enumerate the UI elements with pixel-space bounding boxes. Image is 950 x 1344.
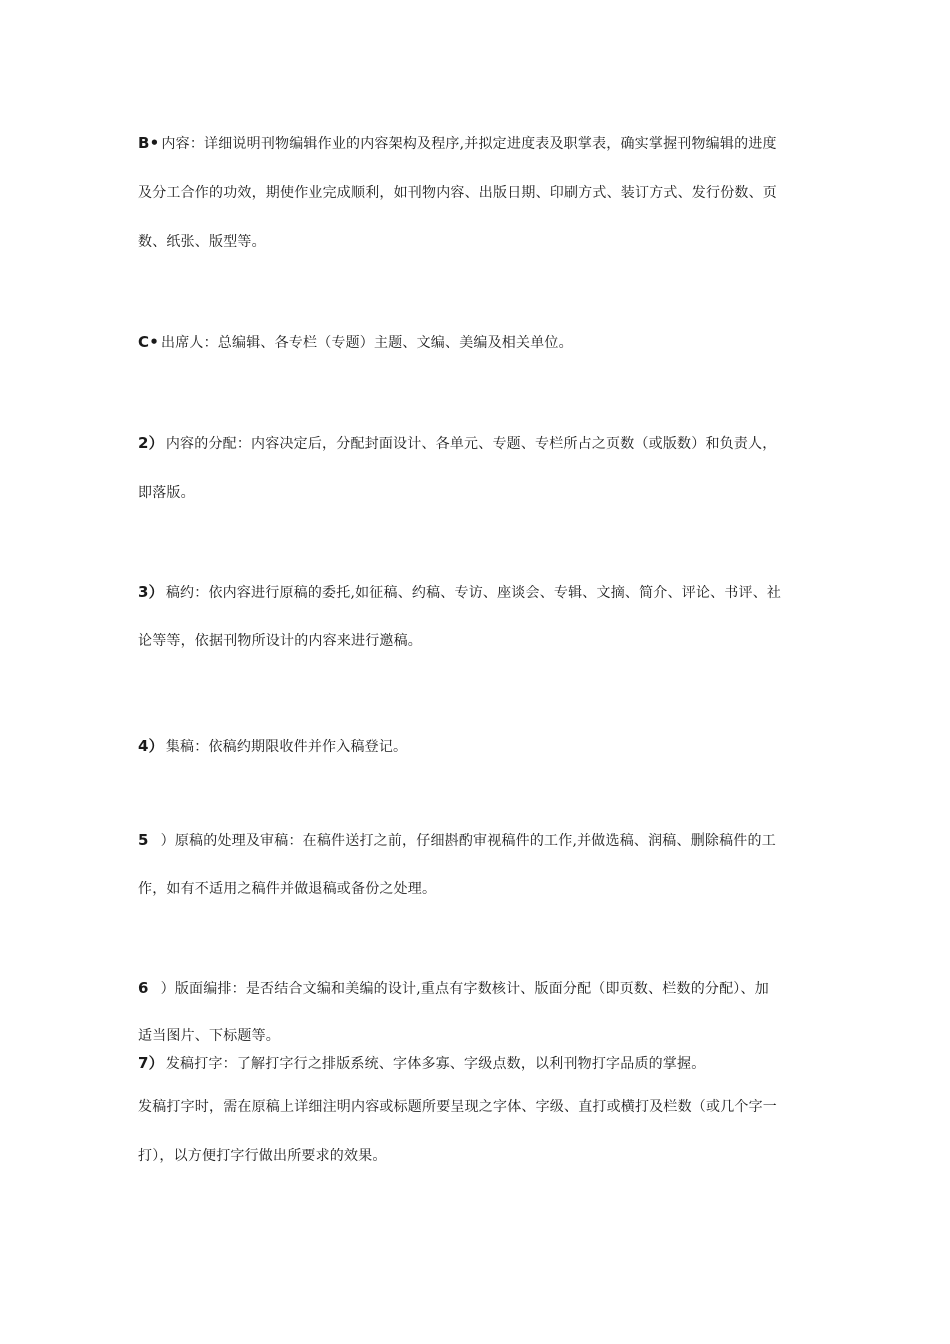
item-6-text-1: ）版面编排：是否结合文编和美编的设计,重点有字数核计、版面分配（即页数、栏数的分配）、加 (160, 981, 769, 997)
item-7-line-1 (138, 1054, 818, 1073)
item-6-line-2: 适当图片、下标题等。 (138, 1028, 280, 1044)
item-6-marker: 6 (138, 979, 149, 997)
item-2-text-1: 内容的分配：内容决定后，分配封面设计、各单元、专题、专栏所占之页数（或版数）和负责人， (165, 436, 777, 452)
item-c-line-1 (138, 333, 818, 352)
item-7-line-2: 发稿打字时，需在原稿上详细注明内容或标题所要呈现之字体、字级、直打或横打及栏数（或几个字一 (138, 1099, 777, 1115)
item-2-line-2: 即落版。 (138, 485, 195, 501)
item-b-text-1: 内容：详细说明刊物编辑作业的内容架构及程序,并拟定进度表及职掌表，确实掌握刊物编辑的进度 (161, 136, 777, 152)
item-3-text-1: 稿约：依内容进行原稿的委托,如征稿、约稿、专访、座谈会、专辑、文摘、简介、评论、书评、社 (165, 585, 782, 601)
item-b-line-3: 数、纸张、版型等。 (138, 234, 266, 250)
item-2-marker: 2） (138, 434, 164, 452)
item-7-marker: 7） (138, 1054, 164, 1072)
item-7-text-1: 发稿打字：了解打字行之排版系统、字体多寡、字级点数，以利刊物打字品质的掌握。 (165, 1056, 706, 1072)
item-5-text-1: ）原稿的处理及审稿：在稿件送打之前，仔细斟酌审视稿件的工作,并做选稿、润稿、删除稿件的工 (160, 833, 776, 849)
item-4-marker: 4） (138, 737, 164, 755)
item-6-line-1 (138, 979, 818, 998)
item-b-line-2: 及分工合作的功效，期使作业完成顺利，如刊物内容、出版日期、印刷方式、装订方式、发行份数、页 (138, 185, 777, 201)
item-c-marker: C• (138, 333, 159, 351)
item-3-marker: 3） (138, 583, 164, 601)
item-4-text-1: 集稿：依稿约期限收件并作入稿登记。 (165, 739, 408, 755)
item-3-line-1 (138, 583, 818, 602)
item-b-line-1 (138, 134, 818, 153)
item-c-text-1: 出席人：总编辑、各专栏（专题）主题、文编、美编及相关单位。 (161, 335, 573, 351)
item-5-marker: 5 (138, 831, 149, 849)
item-2-line-1 (138, 434, 818, 453)
item-4-line-1 (138, 737, 818, 756)
item-b-marker: B• (138, 134, 160, 152)
item-5-line-1 (138, 831, 818, 850)
item-7-line-3: 打），以方便打字行做出所要求的效果。 (138, 1148, 387, 1164)
item-5-line-2: 作，如有不适用之稿件并做退稿或备份之处理。 (138, 881, 437, 897)
item-3-line-2: 论等等，依据刊物所设计的内容来进行邀稿。 (138, 633, 422, 649)
